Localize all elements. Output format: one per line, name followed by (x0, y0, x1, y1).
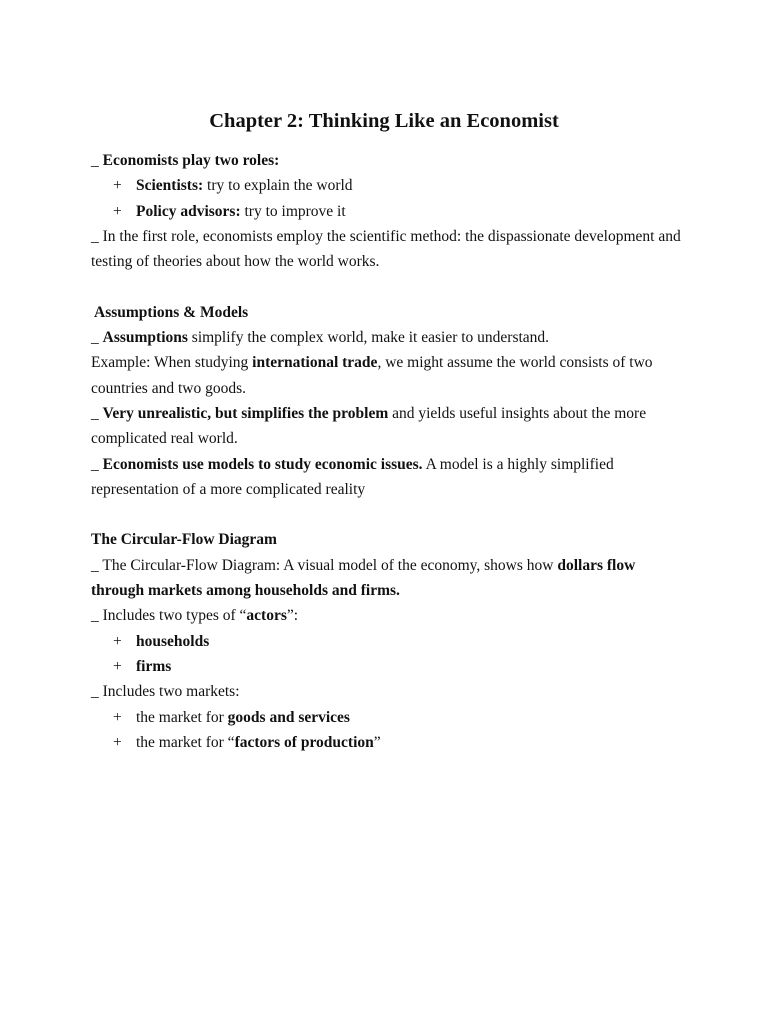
unrealistic-text: and yields useful insights about the more (388, 404, 647, 422)
dash-prefix: _ (91, 404, 103, 422)
roles-intro-bold: Economists play two roles: (102, 152, 280, 169)
example-line-1 (91, 350, 691, 375)
bullet-households (91, 629, 691, 654)
dash-prefix: _ (91, 152, 103, 169)
bullet-bold: Policy advisors: (136, 202, 241, 220)
desc-bold: dollars flow (557, 556, 636, 574)
assumptions-line (91, 325, 691, 350)
actors-suffix: ”: (286, 607, 299, 625)
bullet-suffix: ” (373, 733, 381, 751)
example-bold: international trade (252, 354, 378, 372)
roles-intro (91, 148, 691, 173)
actors-bold: actors (246, 607, 287, 625)
spacer (91, 502, 691, 527)
bullet-bold: firms (136, 657, 172, 675)
bullet-text: the market for “ (136, 733, 235, 751)
page-title: Chapter 2: Thinking Like an Economist (209, 110, 559, 132)
circular-flow-desc-line-1 (91, 553, 691, 578)
bullet-goods-market (91, 705, 691, 730)
dash-prefix: _ (91, 455, 103, 473)
unrealistic-line-2: complicated real world. (91, 430, 238, 448)
desc-bold: through markets among households and firms. (91, 582, 400, 600)
markets-intro: _ Includes two markets: (91, 683, 240, 701)
dash-prefix: _ (91, 329, 103, 347)
bullet-policy-advisors (91, 199, 691, 224)
bullet-text: try to improve it (240, 202, 346, 220)
bullet-plus-icon: + (113, 733, 122, 751)
scientific-method-line-2: testing of theories about how the world works. (91, 253, 380, 271)
bullet-plus-icon: + (113, 177, 122, 195)
bullet-firms (91, 654, 691, 679)
bullet-scientists (91, 173, 691, 198)
assumptions-bold: Assumptions (102, 329, 188, 347)
bullet-plus-icon: + (113, 657, 122, 675)
models-bold: Economists use models to study economic issues. (102, 455, 423, 473)
bullet-bold: Scientists: (136, 177, 204, 195)
scientific-method-line-1: _ In the first role, economists employ the scientific method: the dispassionate development and (91, 227, 681, 245)
actors-prefix: _ Includes two types of “ (91, 607, 247, 625)
models-text: A model is a highly simplified (422, 455, 614, 473)
document-body (91, 148, 691, 755)
bullet-bold: factors of production (234, 733, 374, 751)
assumptions-heading: Assumptions & Models (94, 303, 249, 321)
bullet-factors-market (91, 730, 691, 755)
circular-flow-desc-line-2 (91, 578, 691, 603)
models-line-2: representation of a more complicated reality (91, 480, 366, 498)
bullet-plus-icon: + (113, 708, 122, 726)
unrealistic-bold: Very unrealistic, but simplifies the problem (102, 404, 389, 422)
bullet-plus-icon: + (113, 632, 122, 650)
spacer (91, 274, 691, 299)
assumptions-text: simplify the complex world, make it easier to understand. (187, 329, 550, 347)
models-line-1 (91, 452, 691, 477)
bullet-text: the market for (136, 708, 228, 726)
bullet-bold: goods and services (227, 708, 350, 726)
bullet-plus-icon: + (113, 202, 122, 220)
example-prefix: Example: When studying (91, 354, 253, 372)
actors-intro (91, 603, 691, 628)
desc-prefix: _ The Circular-Flow Diagram: A visual model of the economy, shows how (91, 556, 558, 574)
unrealistic-line-1 (91, 401, 691, 426)
example-line-2: countries and two goods. (91, 379, 246, 397)
bullet-bold: households (136, 632, 210, 650)
example-suffix: , we might assume the world consists of two (377, 354, 653, 372)
bullet-text: try to explain the world (203, 177, 353, 195)
circular-flow-heading: The Circular-Flow Diagram (91, 531, 277, 549)
